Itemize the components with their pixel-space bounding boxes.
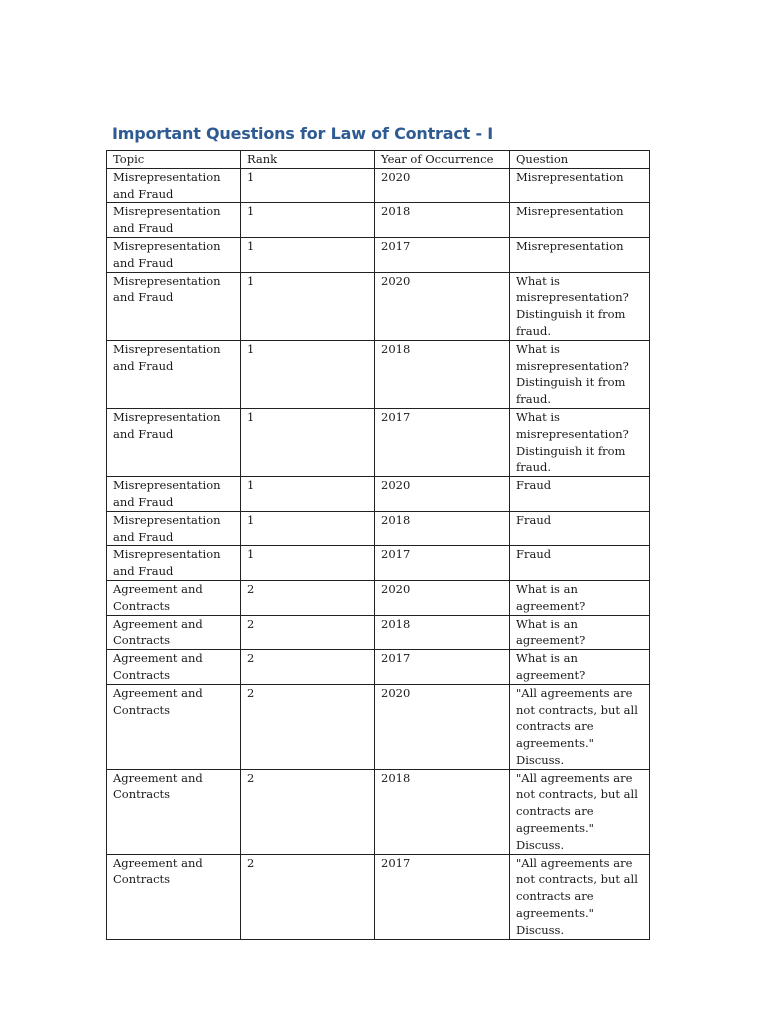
cell-topic: Agreement and Contracts: [107, 580, 241, 615]
cell-rank: 1: [241, 168, 375, 203]
cell-year: 2018: [375, 340, 510, 408]
table-row: [107, 615, 650, 650]
table-row: [107, 340, 650, 408]
cell-question: Fraud: [510, 511, 650, 546]
table-row: [107, 580, 650, 615]
questions-table: [106, 150, 650, 940]
table-row: [107, 203, 650, 238]
cell-rank: 1: [241, 408, 375, 476]
cell-question: Misrepresentation: [510, 203, 650, 238]
table-row: [107, 769, 650, 854]
cell-question: "All agreements are not contracts, but all contracts are agreements." Discuss.: [510, 854, 650, 939]
cell-year: 2017: [375, 408, 510, 476]
table-row: [107, 854, 650, 939]
cell-rank: 2: [241, 769, 375, 854]
cell-year: 2020: [375, 684, 510, 769]
table-row: [107, 511, 650, 546]
cell-question: What is misrepresentation? Distinguish it from fraud.: [510, 340, 650, 408]
cell-rank: 1: [241, 272, 375, 340]
cell-year: 2020: [375, 272, 510, 340]
cell-question: What is an agreement?: [510, 580, 650, 615]
cell-rank: 1: [241, 477, 375, 512]
cell-topic: Misrepresentation and Fraud: [107, 340, 241, 408]
cell-year: 2020: [375, 168, 510, 203]
cell-year: 2017: [375, 546, 510, 581]
header-question: Question: [510, 151, 650, 169]
cell-year: 2018: [375, 769, 510, 854]
cell-topic: Agreement and Contracts: [107, 684, 241, 769]
document-title: Important Questions for Law of Contract - I: [112, 124, 494, 143]
header-topic: Topic: [107, 151, 241, 169]
table-row: [107, 546, 650, 581]
cell-topic: Misrepresentation and Fraud: [107, 511, 241, 546]
table-row: [107, 272, 650, 340]
header-rank: Rank: [241, 151, 375, 169]
cell-year: 2017: [375, 650, 510, 685]
cell-question: Fraud: [510, 477, 650, 512]
cell-topic: Agreement and Contracts: [107, 650, 241, 685]
table-row: [107, 477, 650, 512]
cell-topic: Misrepresentation and Fraud: [107, 477, 241, 512]
table-row: [107, 684, 650, 769]
cell-rank: 1: [241, 340, 375, 408]
cell-topic: Misrepresentation and Fraud: [107, 237, 241, 272]
cell-rank: 1: [241, 203, 375, 238]
cell-rank: 2: [241, 580, 375, 615]
table-row: [107, 168, 650, 203]
cell-rank: 2: [241, 615, 375, 650]
cell-year: 2018: [375, 615, 510, 650]
cell-rank: 1: [241, 237, 375, 272]
cell-question: What is misrepresentation? Distinguish it from fraud.: [510, 408, 650, 476]
table-row: [107, 650, 650, 685]
cell-year: 2018: [375, 203, 510, 238]
cell-year: 2017: [375, 237, 510, 272]
cell-question: Misrepresentation: [510, 237, 650, 272]
cell-question: Fraud: [510, 546, 650, 581]
cell-question: Misrepresentation: [510, 168, 650, 203]
header-year: Year of Occurrence: [375, 151, 510, 169]
cell-topic: Agreement and Contracts: [107, 854, 241, 939]
cell-year: 2018: [375, 511, 510, 546]
cell-year: 2020: [375, 477, 510, 512]
cell-year: 2020: [375, 580, 510, 615]
cell-question: "All agreements are not contracts, but all contracts are agreements." Discuss.: [510, 684, 650, 769]
cell-rank: 2: [241, 854, 375, 939]
cell-question: What is misrepresentation? Distinguish it from fraud.: [510, 272, 650, 340]
cell-topic: Misrepresentation and Fraud: [107, 168, 241, 203]
cell-topic: Misrepresentation and Fraud: [107, 272, 241, 340]
table-body: [107, 168, 650, 939]
cell-year: 2017: [375, 854, 510, 939]
cell-topic: Misrepresentation and Fraud: [107, 408, 241, 476]
cell-rank: 2: [241, 684, 375, 769]
cell-topic: Agreement and Contracts: [107, 769, 241, 854]
table-row: [107, 237, 650, 272]
cell-topic: Agreement and Contracts: [107, 615, 241, 650]
cell-rank: 1: [241, 546, 375, 581]
header-row: [107, 151, 650, 169]
cell-rank: 1: [241, 511, 375, 546]
cell-question: What is an agreement?: [510, 650, 650, 685]
cell-rank: 2: [241, 650, 375, 685]
cell-question: "All agreements are not contracts, but all contracts are agreements." Discuss.: [510, 769, 650, 854]
cell-topic: Misrepresentation and Fraud: [107, 546, 241, 581]
table-header: [107, 151, 650, 169]
cell-question: What is an agreement?: [510, 615, 650, 650]
table-row: [107, 408, 650, 476]
cell-topic: Misrepresentation and Fraud: [107, 203, 241, 238]
